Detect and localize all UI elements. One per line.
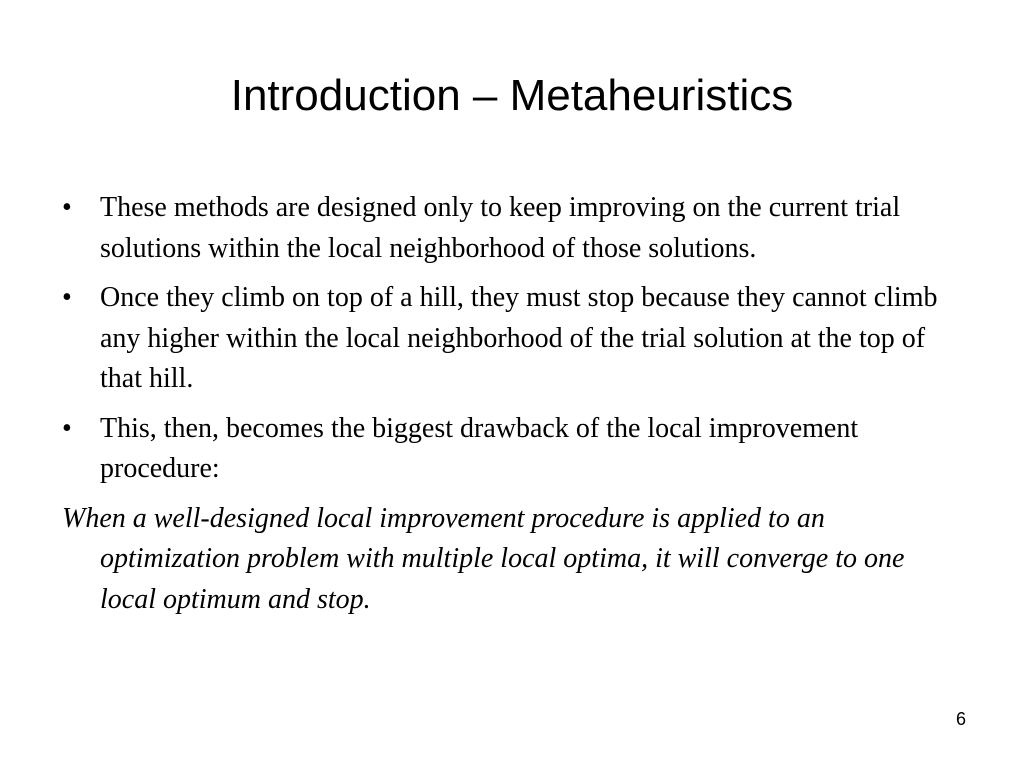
bullet-text: Once they climb on top of a hill, they must stop because they cannot climb any higher within the local neighborhood of the trial solution at the top of that hill.: [100, 282, 938, 394]
page-number: 6: [955, 709, 966, 729]
bullet-item: [62, 188, 962, 269]
bullet-item: [62, 278, 962, 400]
bullet-text: These methods are designed only to keep improving on the current trial solutions within the local neighborhood of those solutions.: [100, 192, 901, 264]
bullet-glyph: •: [62, 192, 72, 223]
closing-statement: When a well-designed local improvement procedure is applied to an optimization problem with multiple local optima, it will converge to one local optimum and stop.: [62, 502, 905, 615]
slide-title: Introduction – Metaheuristics: [230, 71, 794, 120]
bullet-glyph: •: [62, 282, 72, 313]
bullet-glyph: •: [62, 412, 72, 444]
slide-body: [62, 188, 962, 620]
bullet-item: [62, 409, 962, 490]
bullet-text: This, then, becomes the biggest drawback of the local improvement procedure:: [100, 412, 859, 484]
